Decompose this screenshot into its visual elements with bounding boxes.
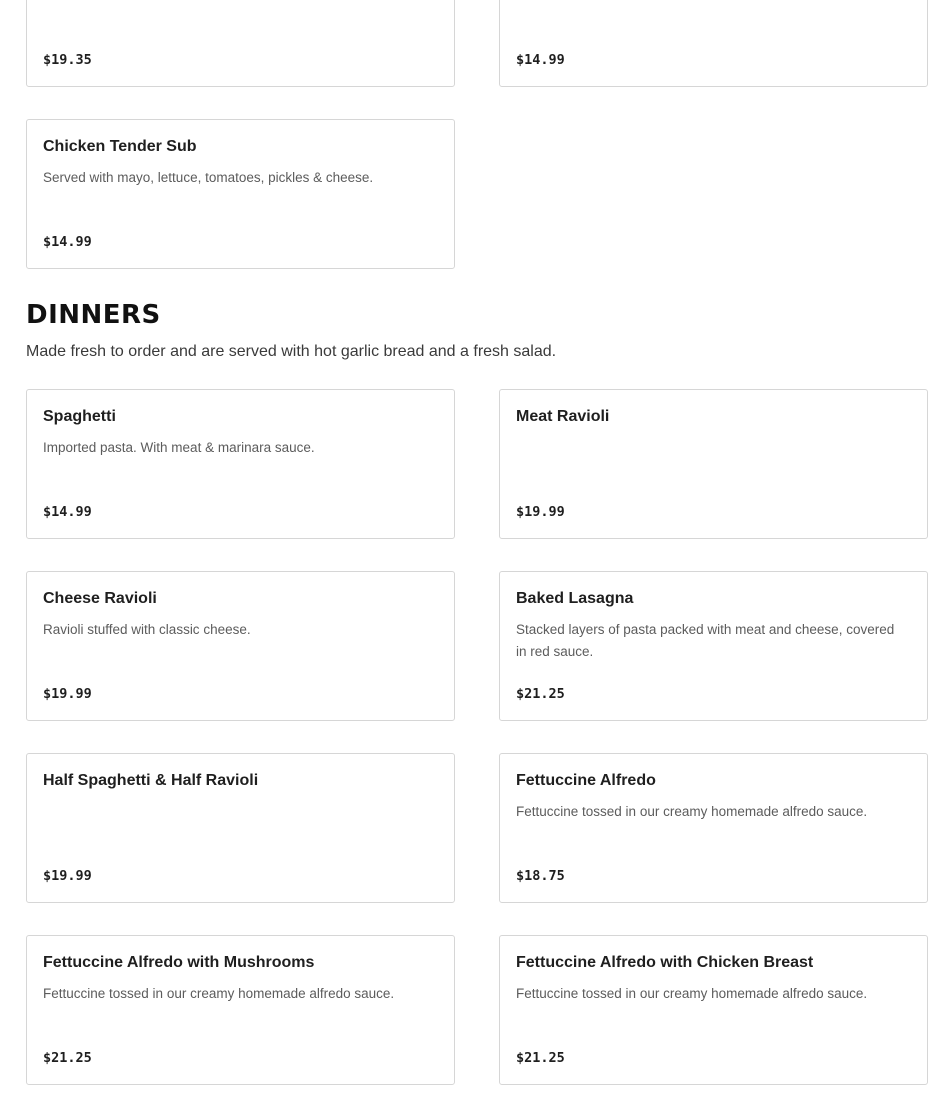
menu-item-card[interactable] bbox=[499, 753, 928, 903]
item-name: Fettuccine Alfredo bbox=[516, 772, 656, 789]
item-price: $14.99 bbox=[43, 504, 92, 520]
menu-item-card[interactable] bbox=[26, 119, 455, 269]
item-description: Stacked layers of pasta packed with meat and cheese, covered in red sauce. bbox=[516, 622, 895, 659]
menu-item-card[interactable] bbox=[499, 935, 928, 1085]
section-subtitle: Made fresh to order and are served with hot garlic bread and a fresh salad. bbox=[26, 343, 557, 360]
item-description: Fettuccine tossed in our creamy homemade alfredo sauce. bbox=[516, 804, 868, 819]
menu-item-card[interactable] bbox=[26, 389, 455, 539]
item-price: $19.35 bbox=[43, 52, 92, 68]
item-description: Imported pasta. With meat & marinara sauce. bbox=[43, 440, 315, 455]
item-description: Ravioli stuffed with classic cheese. bbox=[43, 622, 251, 637]
item-price: $19.99 bbox=[43, 868, 92, 884]
item-description: Fettuccine tossed in our creamy homemade alfredo sauce. bbox=[516, 986, 868, 1001]
item-name: Cheese Ravioli bbox=[43, 590, 157, 607]
menu-item-card[interactable] bbox=[499, 389, 928, 539]
item-name: Chicken Tender Sub bbox=[43, 138, 197, 155]
item-name: Spaghetti bbox=[43, 408, 116, 425]
item-description: Fettuccine tossed in our creamy homemade alfredo sauce. bbox=[43, 986, 395, 1001]
menu-item-card[interactable] bbox=[26, 935, 455, 1085]
item-price: $18.75 bbox=[516, 868, 565, 884]
item-name: Meat Ravioli bbox=[516, 408, 610, 425]
section-title: DINNERS bbox=[26, 300, 161, 330]
menu-item-card[interactable] bbox=[26, 571, 455, 721]
item-description: Served with mayo, lettuce, tomatoes, pickles & cheese. bbox=[43, 170, 374, 185]
item-name: Fettuccine Alfredo with Mushrooms bbox=[43, 954, 315, 971]
menu-item-card[interactable] bbox=[499, 0, 928, 87]
menu-item-card[interactable] bbox=[26, 0, 455, 87]
item-price: $14.99 bbox=[516, 52, 565, 68]
item-name: Fettuccine Alfredo with Chicken Breast bbox=[516, 954, 814, 971]
item-name: Half Spaghetti & Half Ravioli bbox=[43, 772, 259, 789]
item-price: $14.99 bbox=[43, 234, 92, 250]
item-price: $19.99 bbox=[516, 504, 565, 520]
menu-item-card[interactable] bbox=[499, 571, 928, 721]
item-price: $21.25 bbox=[516, 686, 565, 702]
menu-item-card[interactable] bbox=[26, 753, 455, 903]
item-price: $21.25 bbox=[516, 1050, 565, 1066]
item-name: Baked Lasagna bbox=[516, 590, 634, 607]
item-price: $21.25 bbox=[43, 1050, 92, 1066]
item-price: $19.99 bbox=[43, 686, 92, 702]
